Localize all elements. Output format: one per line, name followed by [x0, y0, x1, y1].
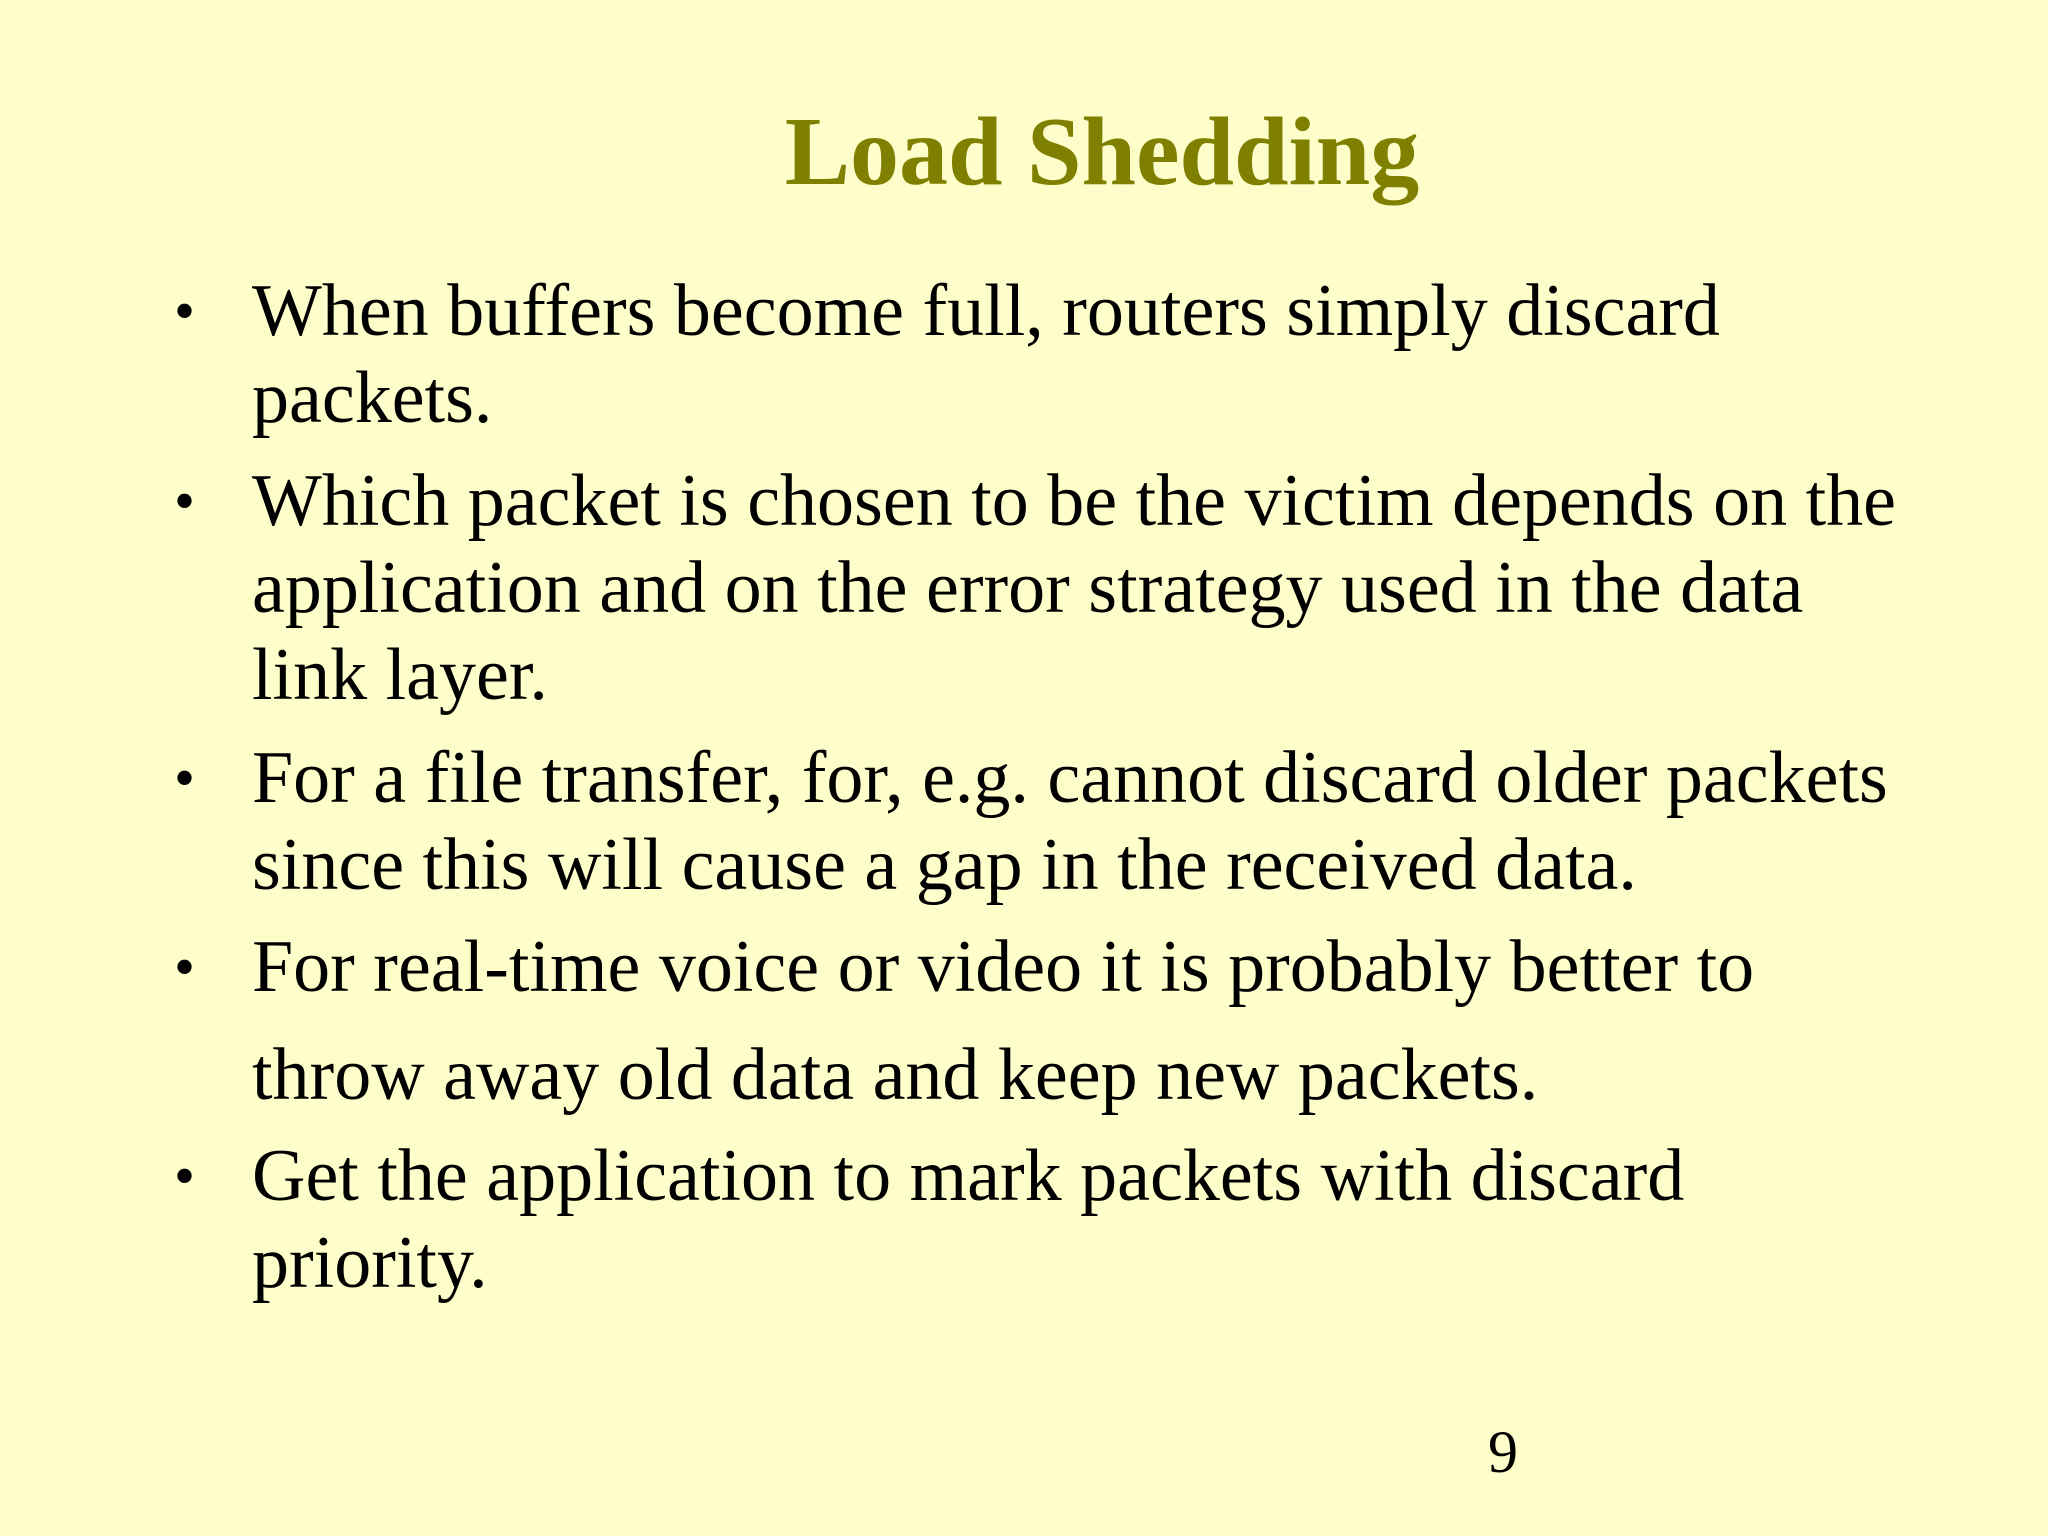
bullet-list: [168, 268, 1928, 1323]
bullet-item: [168, 268, 1928, 442]
bullet-item: [168, 735, 1928, 909]
bullet-item: [168, 913, 1928, 1129]
bullet-text: For a file transfer, for, e.g. cannot discard older packets since this will cause a gap in the received data.: [252, 737, 1888, 906]
bullet-text: When buffers become full, routers simply discard packets.: [252, 270, 1720, 439]
bullet-icon: •: [174, 745, 196, 811]
bullet-item: [168, 458, 1928, 719]
bullet-icon: •: [174, 934, 196, 1000]
bullet-item: [168, 1133, 1928, 1307]
page-number: 9: [1488, 1419, 1518, 1485]
bullet-icon: •: [174, 1143, 196, 1209]
bullet-text: Get the application to mark packets with discard priority.: [252, 1135, 1685, 1304]
slide-title: Load Shedding: [784, 98, 1420, 206]
bullet-icon: •: [174, 468, 196, 534]
bullet-icon: •: [174, 278, 196, 344]
bullet-text: For real-time voice or video it is probably better to throw away old data and keep new packets.: [252, 926, 1755, 1116]
bullet-text: Which packet is chosen to be the victim depends on the application and on the error strategy used in the data link layer.: [252, 460, 1896, 716]
